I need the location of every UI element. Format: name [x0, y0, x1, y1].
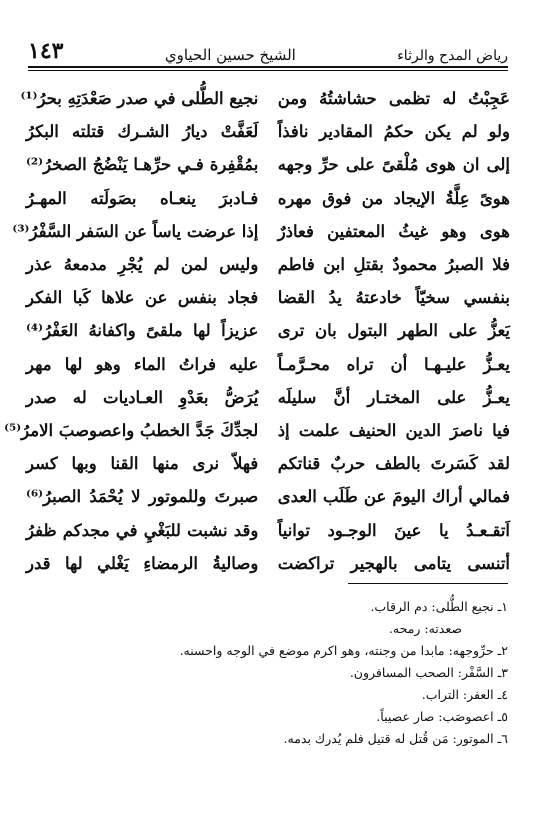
verse-first-hemistich: هوى وهو غيثُ المعتفين فعاذرٌ	[277, 221, 510, 241]
footnote: ٦ـ الموتور: مَن قُتل له قتيل فلم يُدرك بدمه.	[283, 731, 508, 746]
verse-line	[26, 248, 510, 281]
verse-second-hemistich: عزيزاً لها ملقىً واكفانهُ العَفْرُ⁽⁴⁾	[26, 321, 259, 341]
footnotes-rule	[348, 583, 508, 584]
verse-second-hemistich: بمُقْفِرة فـي حرِّهـا يَنْضُجُ الصخرُ⁽²⁾	[26, 155, 259, 175]
verse-second-hemistich: صبرتَ وللموتور لا يُحْمَدُ الصبرُ⁽⁶⁾	[26, 487, 259, 507]
verse-line	[26, 480, 510, 513]
verse-second-hemistich: يُرَضُّ بعَدْوِ العـاديات له صدر	[26, 387, 259, 407]
verse-second-hemistich: لجدِّكَ جَدَّ الخطبُ واعصوصبَ الامرُ⁽⁵⁾	[4, 420, 259, 440]
verse-first-hemistich: ولو لم يكن حكمُ المقادير نافذاً	[277, 122, 510, 142]
verse-line	[26, 447, 510, 480]
verse-first-hemistich: إلى ان هوى مُلْقىً على حرِّ وجهه	[277, 155, 510, 175]
verse-line	[26, 513, 510, 546]
page-header	[28, 30, 508, 64]
poem-body	[4, 82, 510, 582]
verse-first-hemistich: فلا الصبرُ محمودٌ بقتلِ ابن فاطم	[277, 255, 510, 275]
verse-second-hemistich: وقد نشبت للبَغْيِ في مجدكم ظفرُ	[26, 520, 259, 540]
verse-line	[26, 148, 510, 181]
verse-second-hemistich: فـادبرَ ينعـاه بصَولَته المهـرُ	[26, 188, 259, 208]
verse-second-hemistich: نجيع الطُّلى في صدر صَعْدَتِهِ بحرُ⁽¹⁾	[20, 89, 259, 109]
footnote: ٣ـ السَّفْر: الصحب المسافرون.	[349, 665, 508, 680]
verse-line	[26, 348, 510, 381]
verse-first-hemistich: لقد كَسَرتَ بالطف حربٌ قناتكم	[277, 454, 510, 474]
verse-first-hemistich: يَعزُّ على الطهر البتول بان ترى	[277, 321, 510, 341]
verse-first-hemistich: اَتقـعـدُ يا عينَ الوجـود توانياً	[277, 520, 510, 540]
verse-line	[26, 381, 510, 414]
verse-line	[26, 547, 510, 580]
verse-first-hemistich: أتنسى يتامى بالهجير تراكضت	[277, 553, 510, 573]
verse-line	[26, 115, 510, 148]
verse-line	[26, 281, 510, 314]
verse-first-hemistich: بنفسي سخيّاً خادعتهُ يدُ القضا	[277, 288, 510, 308]
footnote: صعدته: رمحه.	[388, 621, 462, 636]
verse-line	[20, 82, 510, 115]
author-name: الشيخ حسين الحياوي	[164, 46, 296, 64]
footnote: ١ـ نجيع الطُّلى: دم الرقاب.	[370, 599, 508, 614]
verse-first-hemistich: فمالي أراك اليومَ عن طَلَب العدى	[277, 487, 510, 507]
verse-first-hemistich: يعـزُّ عليـهـا أن تراه محـرَّمـاً	[277, 354, 510, 374]
footnote: ٥ـ اعصوصَب: صار عصيباً.	[376, 709, 508, 724]
verse-second-hemistich: وليس لمن لم يُجْرِ مدمعهُ عذر	[26, 255, 259, 275]
verse-line	[26, 182, 510, 215]
verse-line	[4, 414, 510, 447]
verse-first-hemistich: فيا ناصرَ الدين الحنيف علمت إذ	[277, 420, 510, 440]
verse-second-hemistich: فجاد بنفس عن علاها كَبا الفكر	[26, 288, 259, 308]
verse-second-hemistich: إذا عرضت ياساً عن السَفر السَّفْرُ⁽³⁾	[12, 221, 259, 241]
verse-line	[26, 314, 510, 347]
verse-second-hemistich: فهلاّ نرى منها القنا وبها كسر	[26, 454, 259, 474]
footnotes	[28, 596, 508, 750]
footnote: ٤ـ العفر: التراب.	[421, 687, 508, 702]
verse-first-hemistich: هوىً عِلَّةُ الإيجاد من فوق مهره	[277, 188, 510, 208]
verse-first-hemistich: عَجِبْتُ له تظمى حشاشتُهُ ومن	[277, 89, 510, 109]
page-number: ١٤٣	[28, 38, 64, 64]
verse-second-hemistich: عليه فراتُ الماء وهو لها مهر	[26, 354, 259, 374]
verse-first-hemistich: يعـزُّ على المختـار أنَّ سليلَه	[277, 387, 510, 407]
verse-second-hemistich: لَعَفَّتْ ديارُ الشـرك قتلته البكرُ	[26, 122, 259, 142]
footnote: ٢ـ حرِّوجهه: مابدا من وجنته، وهو اكرم موضع في الوجه واحسنه.	[179, 643, 508, 658]
verse-second-hemistich: وصاليةُ الرمضاءِ يَغْلي لها قدر	[26, 553, 259, 573]
book-title: رياض المدح والرثاء	[397, 48, 508, 64]
header-rule-thin	[28, 70, 508, 71]
verse-line	[12, 215, 510, 248]
header-rule	[28, 66, 508, 68]
